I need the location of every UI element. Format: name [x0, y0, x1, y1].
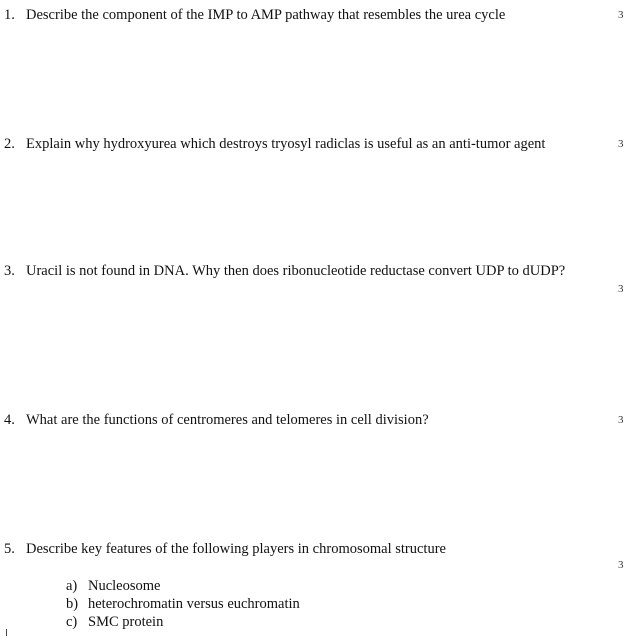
question-text: Uracil is not found in DNA. Why then does ribonucleotide reductase convert UDP to dUDP?: [26, 263, 566, 279]
question-text: Explain why hydroxyurea which destroys tryosyl radiclas is useful as an anti-tumor agent: [26, 136, 546, 152]
question-number: 2.: [4, 136, 15, 152]
subitem-label: a): [66, 578, 78, 594]
subitem-a: [66, 577, 160, 595]
margin-mark: 3: [618, 138, 624, 150]
subitem-label: c): [66, 614, 78, 630]
subitem-text: heterochromatin versus euchromatin: [88, 596, 300, 612]
question-text: Describe the component of the IMP to AMP pathway that resembles the urea cycle: [26, 7, 506, 23]
question-5: [4, 540, 446, 558]
question-text: Describe key features of the following players in chromosomal structure: [26, 541, 446, 557]
page-edge-mark: [6, 629, 7, 636]
subitem-text: Nucleosome: [88, 578, 161, 594]
subitem-c: [66, 613, 163, 631]
margin-mark: 3: [618, 283, 624, 295]
question-4: [4, 411, 429, 429]
question-number: 4.: [4, 412, 15, 428]
subitem-label: b): [66, 596, 79, 612]
subitem-text: SMC protein: [88, 614, 164, 630]
margin-mark: 3: [618, 559, 624, 571]
margin-mark: 3: [618, 414, 624, 426]
margin-mark: 3: [618, 9, 624, 21]
subitem-b: [66, 595, 300, 613]
question-1: [4, 6, 505, 24]
question-text: What are the functions of centromeres and telomeres in cell division?: [26, 412, 429, 428]
question-number: 3.: [4, 263, 15, 279]
question-number: 5.: [4, 541, 15, 557]
question-3: [4, 262, 565, 280]
question-number: 1.: [4, 7, 15, 23]
question-2: [4, 135, 545, 153]
